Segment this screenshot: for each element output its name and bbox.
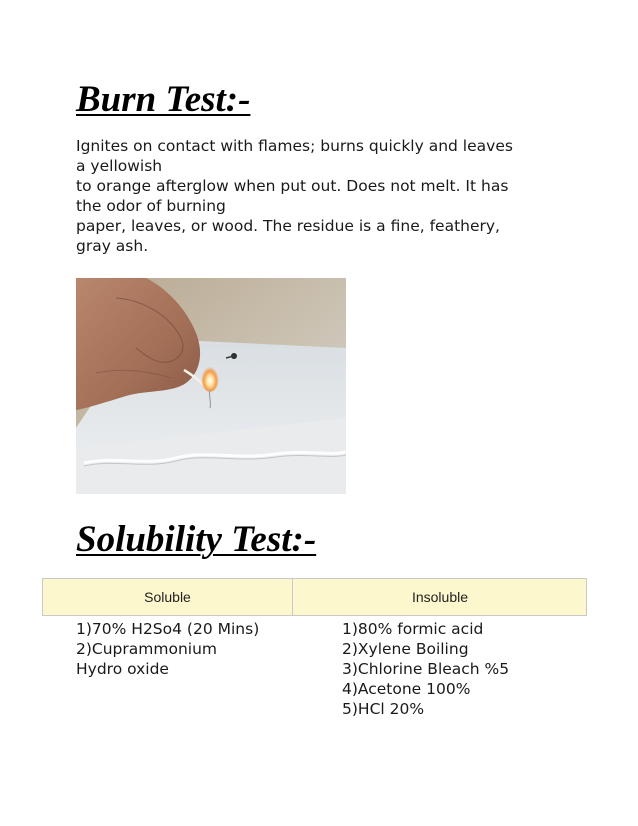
soluble-list — [76, 619, 259, 679]
description-line: paper, leaves, or wood. The residue is a fine, feathery, — [76, 217, 500, 235]
solubility-table-header — [42, 578, 587, 616]
insoluble-column-header: Insoluble — [411, 589, 469, 605]
list-item: 4)Acetone 100% — [342, 680, 471, 698]
insoluble-list — [342, 619, 509, 719]
list-item: Hydro oxide — [76, 660, 169, 678]
burn-test-heading: Burn Test:- — [76, 79, 251, 120]
list-item: 2)Xylene Boiling — [342, 640, 469, 658]
description-line: the odor of burning — [76, 197, 226, 215]
description-line: Ignites on contact with flames; burns quickly and leaves — [76, 137, 513, 155]
description-line: to orange afterglow when put out. Does not melt. It has — [76, 177, 509, 195]
list-item: 1)70% H2So4 (20 Mins) — [76, 620, 260, 638]
burn-test-illustration — [76, 278, 346, 494]
description-line: a yellowish — [76, 157, 163, 175]
list-item: 5)HCl 20% — [342, 700, 425, 718]
list-item: 3)Chlorine Bleach %5 — [342, 660, 510, 678]
list-item: 2)Cuprammonium — [76, 640, 217, 658]
burn-test-photo — [76, 278, 346, 494]
list-item: 1)80% formic acid — [342, 620, 484, 638]
description-line: gray ash. — [76, 237, 149, 255]
soluble-column-header: Soluble — [43, 579, 293, 615]
burn-test-description — [76, 136, 576, 256]
solubility-test-heading: Solubility Test:- — [76, 519, 317, 560]
